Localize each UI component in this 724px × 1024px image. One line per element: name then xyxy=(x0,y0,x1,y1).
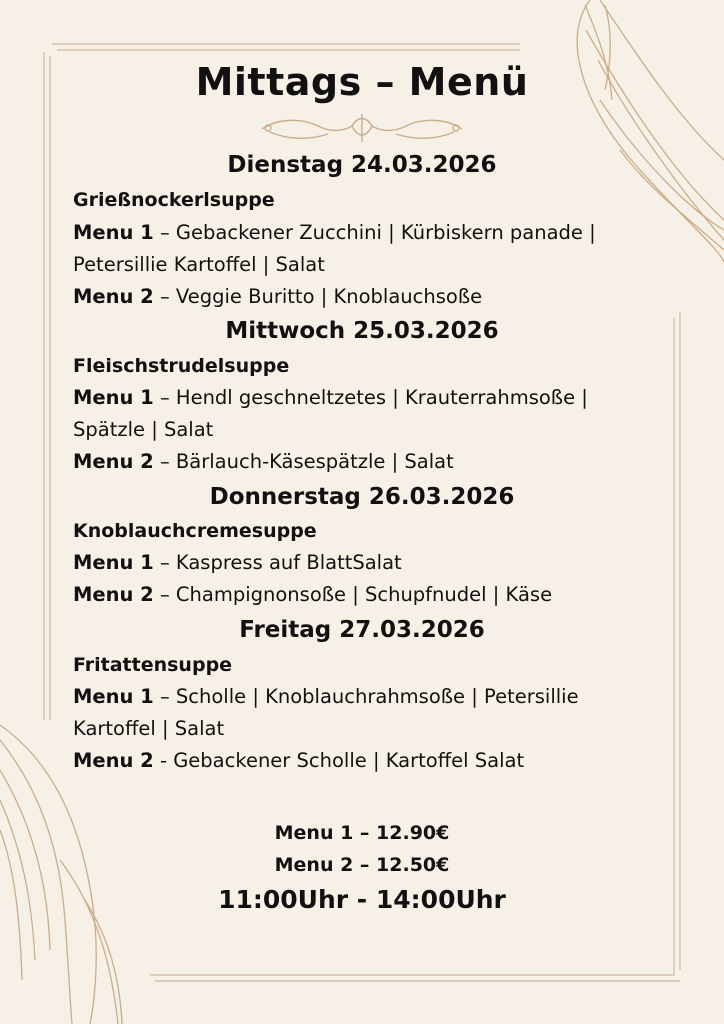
soup-of-day: Grießnockerlsuppe xyxy=(73,189,275,211)
menu-line: Menu 2 – Champignonsoße | Schupfnudel | Käse xyxy=(73,583,553,606)
menu-line: Spätzle | Salat xyxy=(73,418,214,441)
soup-of-day: Fritattensuppe xyxy=(73,654,233,676)
price-menu-1: Menu 1 – 12.90€ xyxy=(274,822,450,844)
price-menu-2: Menu 2 – 12.50€ xyxy=(274,854,450,876)
menu-line: Kartoffel | Salat xyxy=(73,717,225,740)
menu-line: Menu 1 – Hendl geschneltzetes | Krauterrahmsoße | xyxy=(73,386,588,409)
opening-hours: 11:00Uhr - 14:00Uhr xyxy=(218,885,506,914)
soup-of-day: Fleischstrudelsuppe xyxy=(73,355,290,377)
menu-line: Menu 2 - Gebackener Scholle | Kartoffel Salat xyxy=(73,749,525,772)
soup-of-day: Knoblauchcremesuppe xyxy=(73,520,317,542)
menu-line: Menu 1 – Kaspress auf BlattSalat xyxy=(73,551,402,574)
page-title: Mittags – Menü xyxy=(195,60,529,104)
menu-line: Menu 1 – Gebackener Zucchini | Kürbiskern panade | xyxy=(73,221,596,244)
day-heading: Freitag 27.03.2026 xyxy=(239,617,485,643)
menu-line: Menu 2 – Veggie Buritto | Knoblauchsoße xyxy=(73,285,483,308)
menu-line: Menu 2 – Bärlauch-Käsespätzle | Salat xyxy=(73,450,454,473)
scroll-ornament xyxy=(258,112,466,146)
day-heading: Dienstag 24.03.2026 xyxy=(227,152,497,178)
menu-line: Petersillie Kartoffel | Salat xyxy=(73,253,325,276)
day-heading: Donnerstag 26.03.2026 xyxy=(209,484,515,510)
day-heading: Mittwoch 25.03.2026 xyxy=(225,318,499,344)
menu-line: Menu 1 – Scholle | Knoblauchrahmsoße | Petersillie xyxy=(73,685,579,708)
